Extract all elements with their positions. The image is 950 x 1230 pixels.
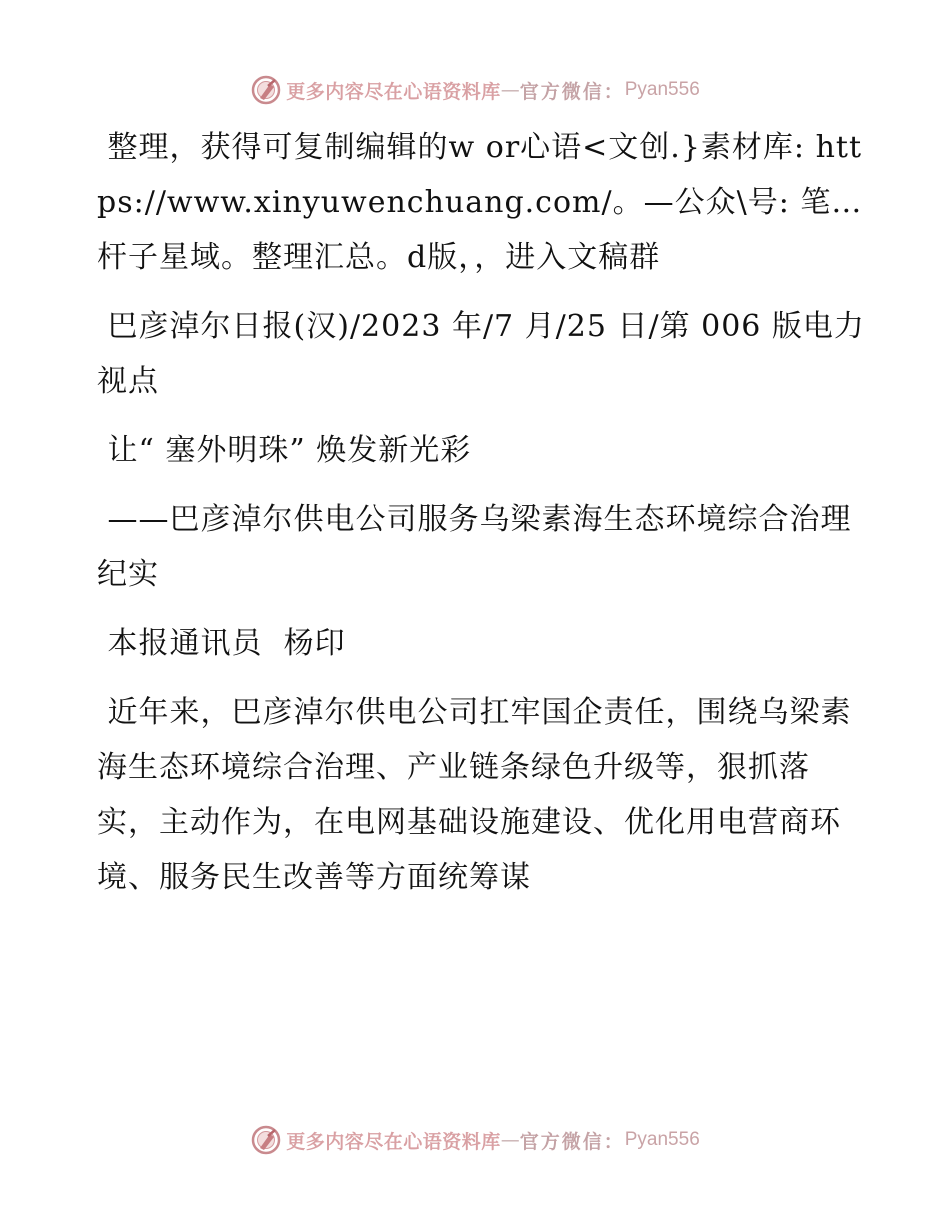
pen-nib-circle-icon (250, 1124, 282, 1156)
source-line: 巴彦淖尔日报(汉)/2023 年/7 月/25 日/第 006 版电力视点 (97, 309, 865, 399)
article-byline: 本报通讯员 杨印 (97, 626, 346, 661)
watermark-wechat-id: Pyan556 (624, 79, 700, 100)
document-body (97, 120, 867, 919)
watermark-separator: — (500, 79, 520, 101)
watermark-text: 更多内容尽在心语资料库 (286, 1130, 501, 1153)
watermark-wechat-id: Pyan556 (624, 1129, 700, 1150)
article-subtitle: ——巴彦淖尔供电公司服务乌梁素海生态环境综合治理纪实 (97, 502, 852, 592)
body-paragraph: 近年来，巴彦淖尔供电公司扛牢国企责任，围绕乌梁素海生态环境综合治理、产业链条绿色升级等，狠抓落实，主动作为，在电网基础设施建设、优化用电营商环境、服务民生改善等方面统筹谋 (97, 695, 852, 895)
pen-nib-circle-icon (250, 74, 282, 106)
watermark-official-label: 官方微信： (519, 1130, 625, 1153)
footer-watermark (0, 1120, 950, 1160)
watermark-separator: — (500, 1129, 520, 1151)
header-watermark (0, 70, 950, 110)
intro-paragraph: 整理，获得可复制编辑的w or心语<文创.}素材库: https://www.xinyuwenchuang.com/。—公众\号: 笔…杆子星域。整理汇总。d版，，进入文稿群 (97, 130, 863, 275)
watermark-text: 更多内容尽在心语资料库 (286, 80, 501, 103)
article-title: 让“ 塞外明珠” 焕发新光彩 (97, 433, 472, 468)
watermark-official-label: 官方微信： (519, 80, 625, 103)
